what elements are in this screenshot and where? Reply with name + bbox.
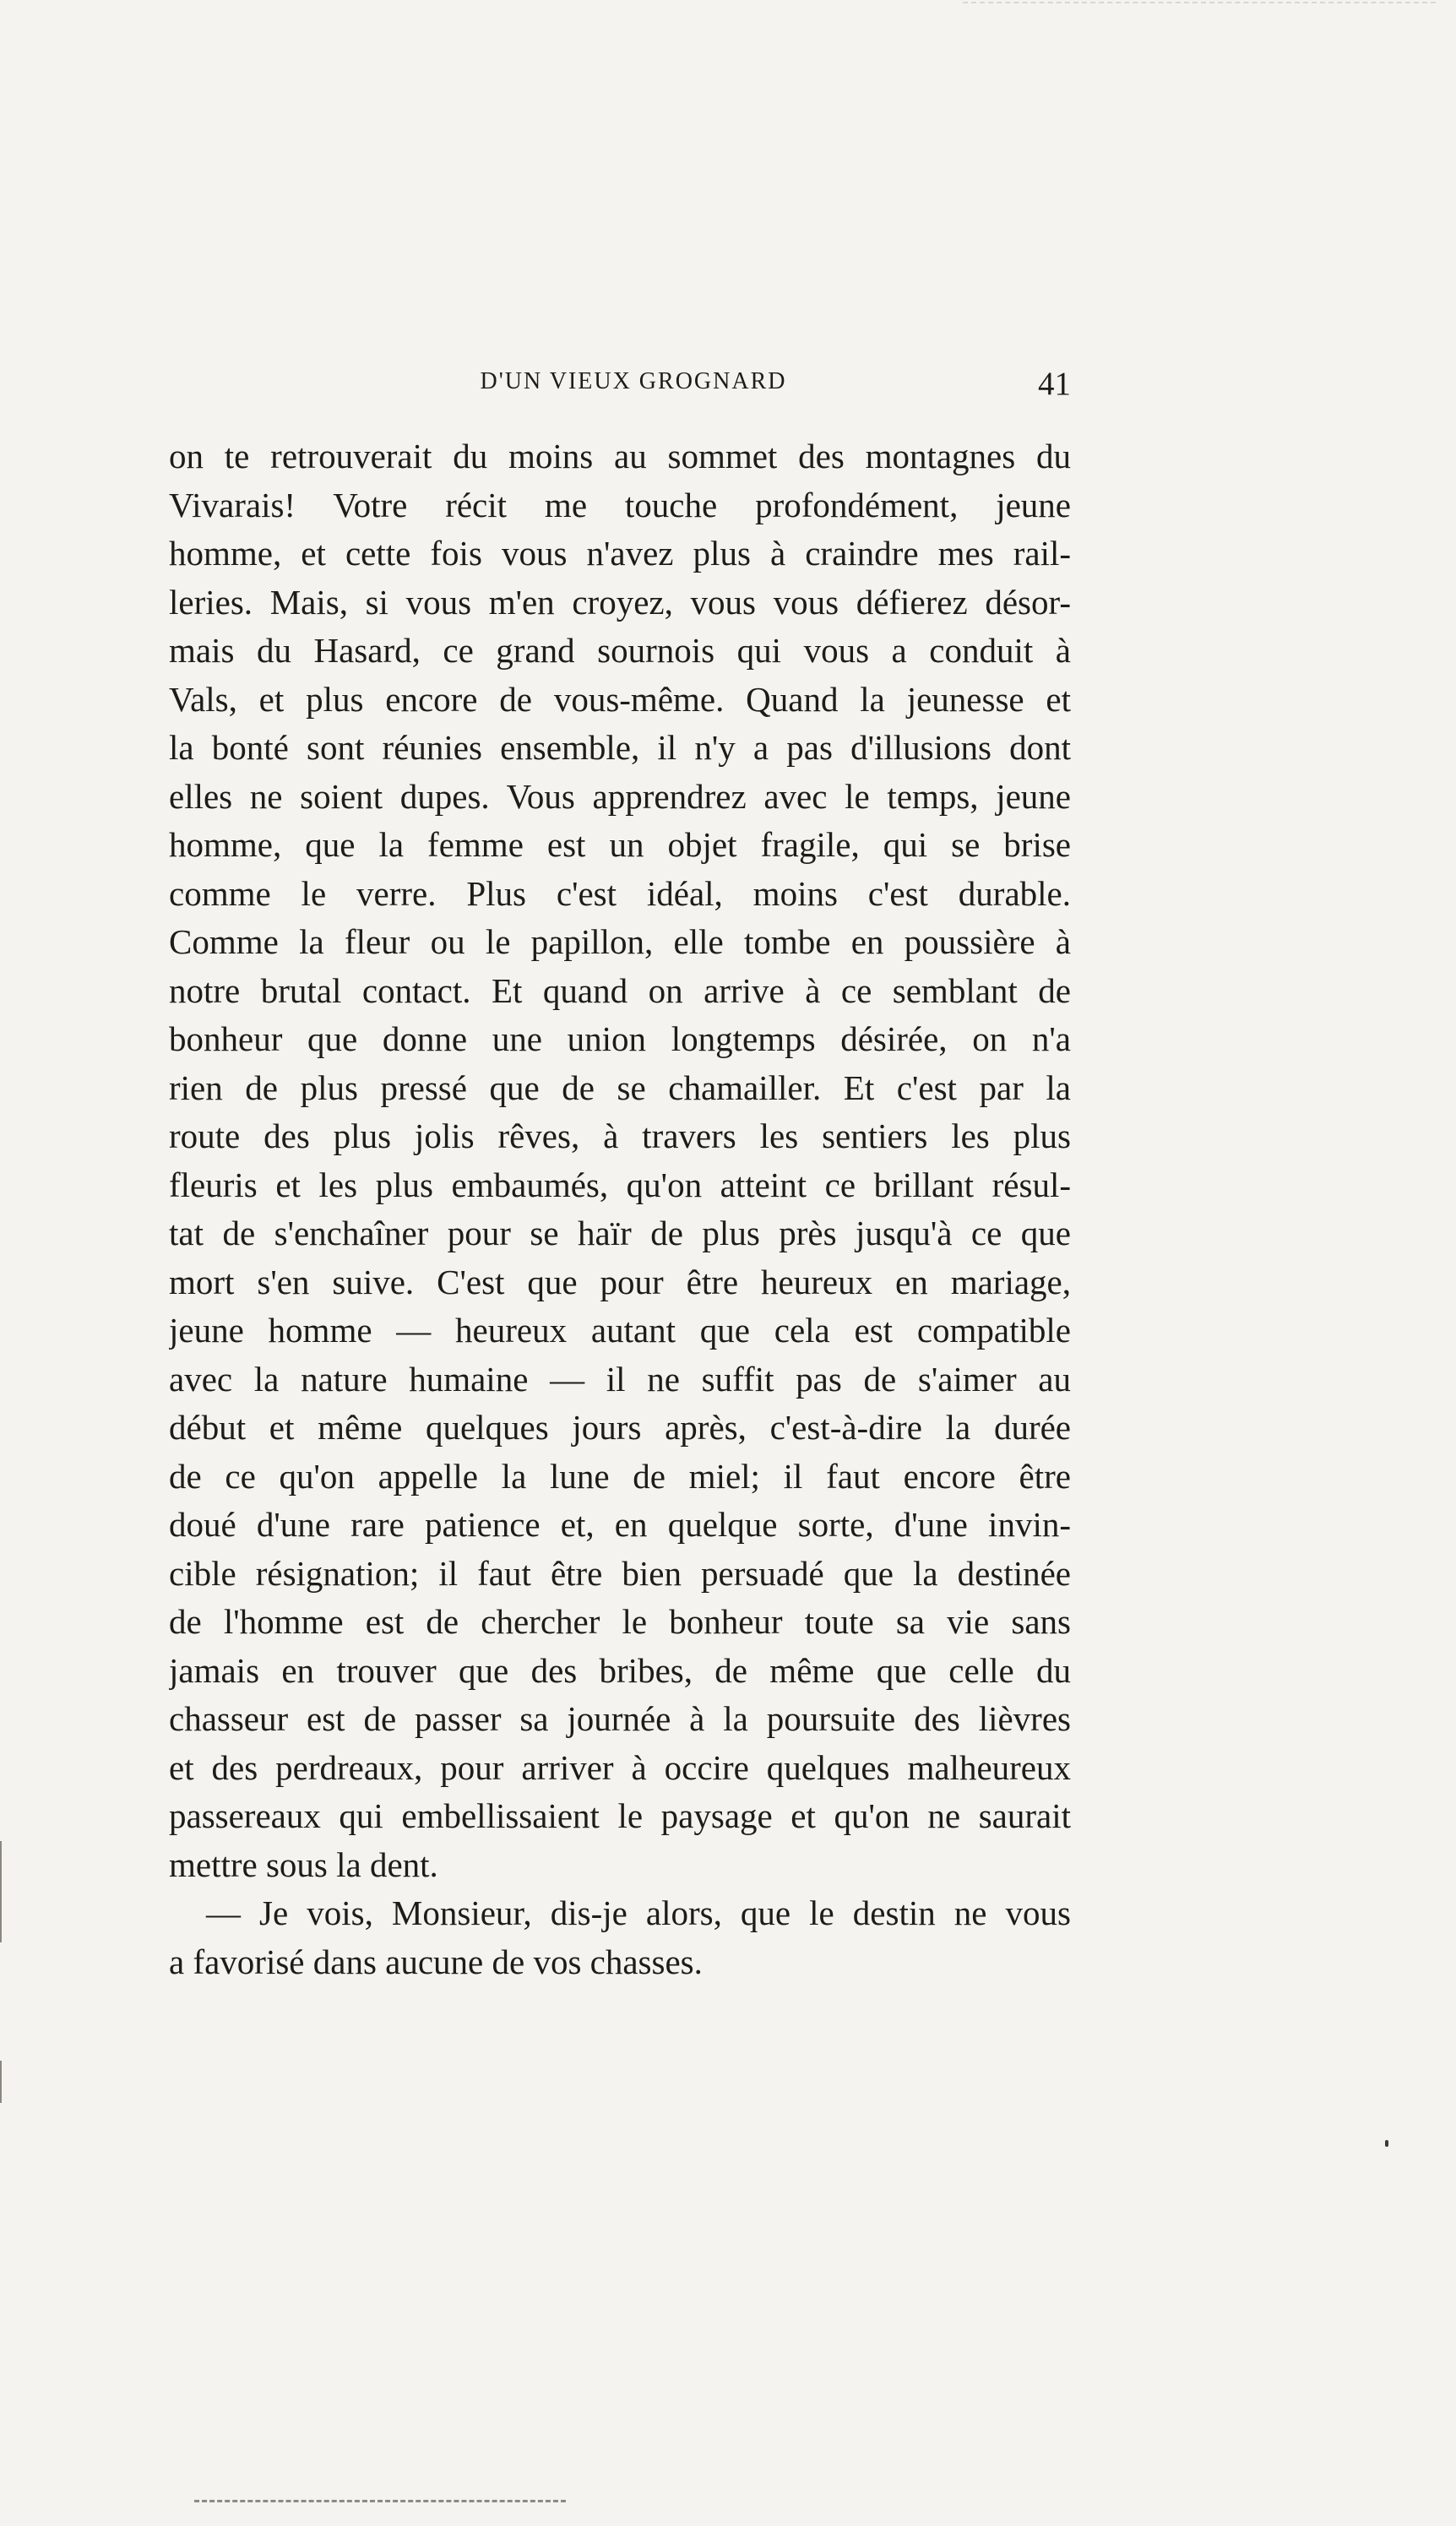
text-line: début et même quelques jours après, c'est-à-dire la durée (169, 1408, 1071, 1447)
body-text (169, 432, 1071, 1986)
text-line: route des plus jolis rêves, à travers les sentiers les plus (169, 1116, 1071, 1155)
text-line: doué d'une rare patience et, en quelque sorte, d'une invin- (169, 1505, 1071, 1544)
top-edge-rule (963, 2, 1436, 4)
text-line: de ce qu'on appelle la lune de miel; il faut encore être (169, 1456, 1071, 1496)
text-line: Vals, et plus encore de vous-même. Quand la jeunesse et (169, 679, 1071, 719)
text-line: avec la nature humaine — il ne suffit pas de s'aimer au (169, 1359, 1071, 1399)
text-line: passereaux qui embellissaient le paysage et qu'on ne saurait (169, 1796, 1071, 1835)
text-line: jeune homme — heureux autant que cela est compatible (169, 1311, 1071, 1350)
text-line: de l'homme est de chercher le bonheur toute sa vie sans (169, 1602, 1071, 1641)
text-line: elles ne soient dupes. Vous apprendrez avec le temps, jeune (169, 776, 1071, 816)
page-header (169, 365, 1071, 416)
ink-speck (1385, 2140, 1388, 2147)
text-line: leries. Mais, si vous m'en croyez, vous vous défierez désor- (169, 582, 1071, 622)
page-number: 41 (1038, 366, 1071, 402)
text-line: mort s'en suive. C'est que pour être heureux en mariage, (169, 1262, 1071, 1301)
text-line: Vivarais! Votre récit me touche profondément, jeune (169, 485, 1071, 524)
running-head: D'UN VIEUX GROGNARD (480, 368, 787, 394)
text-line: tat de s'enchaîner pour se haïr de plus près jusqu'à ce que (169, 1214, 1071, 1252)
text-line: mais du Hasard, ce grand sournois qui vous a conduit à (169, 631, 1071, 670)
text-line: fleuris et les plus embaumés, qu'on atteint ce brillant résul- (169, 1165, 1071, 1204)
text-line: chasseur est de passer sa journée à la poursuite des lièvres (169, 1699, 1071, 1738)
bottom-edge-rule (194, 2500, 566, 2503)
left-edge-mark (0, 1841, 2, 1942)
text-line: comme le verre. Plus c'est idéal, moins c'est durable. (169, 873, 1071, 913)
text-line: la bonté sont réunies ensemble, il n'y a pas d'illusions dont (169, 728, 1071, 767)
text-line: cible résignation; il faut être bien persuadé que la destinée (169, 1553, 1071, 1593)
text-line: jamais en trouver que des bribes, de même que celle du (169, 1650, 1071, 1690)
text-line: notre brutal contact. Et quand on arrive à ce semblant de (169, 970, 1071, 1010)
text-line: rien de plus pressé que de se chamailler. Et c'est par la (169, 1067, 1071, 1107)
text-line: et des perdreaux, pour arriver à occire quelques malheureux (169, 1747, 1071, 1787)
text-line: bonheur que donne une union longtemps désirée, on n'a (169, 1019, 1071, 1058)
left-edge-mark (0, 2061, 2, 2103)
text-line: homme, que la femme est un objet fragile, qui se brise (169, 825, 1071, 864)
text-line: mettre sous la dent. (169, 1844, 438, 1884)
text-line: Comme la fleur ou le papillon, elle tombe en poussière à (169, 922, 1071, 961)
text-line: — Je vois, Monsieur, dis-je alors, que le destin ne vous (206, 1893, 1071, 1932)
text-line: homme, et cette fois vous n'avez plus à craindre mes rail- (169, 534, 1071, 573)
text-line: a favorisé dans aucune de vos chasses. (169, 1942, 703, 1981)
text-line: on te retrouverait du moins au sommet des montagnes du (169, 437, 1071, 475)
